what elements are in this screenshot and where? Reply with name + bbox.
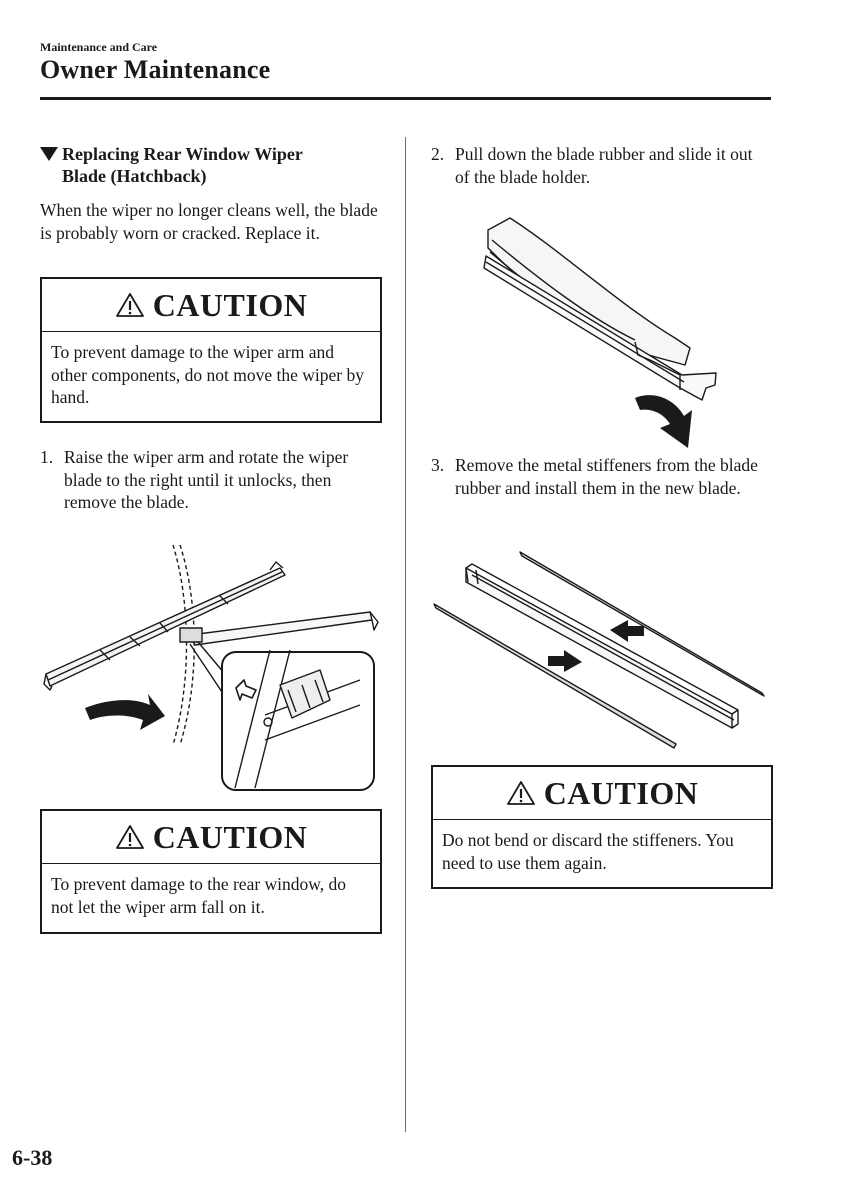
warning-triangle-icon	[115, 823, 145, 851]
step-text: Remove the metal stiffeners from the blade rubber and install them in the new blade.	[455, 455, 758, 498]
caution-title: CAUTION	[543, 774, 699, 811]
caution-box-window	[40, 809, 382, 934]
stiffeners-illustration	[432, 548, 772, 753]
caution-box-arm	[40, 277, 382, 423]
heading-line-1: Replacing Rear Window Wiper	[62, 144, 303, 164]
column-divider	[405, 137, 406, 1132]
step-number: 3.	[431, 455, 445, 475]
caution-header	[433, 767, 771, 820]
warning-triangle-icon	[506, 779, 536, 807]
subsection-heading	[40, 143, 380, 187]
down-triangle-icon	[40, 147, 58, 161]
direction-arrow-icon	[548, 650, 582, 672]
caution-text: Do not bend or discard the stiffeners. You need to use them again.	[442, 830, 734, 873]
caution-box-stiffeners	[431, 765, 773, 889]
blade-rubber-removal-illustration	[470, 210, 730, 455]
page-title: Owner Maintenance	[40, 55, 271, 84]
title-rule	[40, 97, 771, 100]
caution-header	[42, 279, 380, 332]
caution-header	[42, 811, 380, 864]
page-number: 6-38	[12, 1145, 53, 1170]
step-text: Raise the wiper arm and rotate the wiper blade to the right until it unlocks, then remove the blade.	[64, 447, 349, 512]
intro-paragraph: When the wiper no longer cleans well, the blade is probably worn or cracked. Replace it.	[40, 200, 378, 243]
step-2	[431, 143, 771, 188]
heading-line-2: Blade (Hatchback)	[62, 166, 207, 186]
section-label: Maintenance and Care	[40, 40, 158, 54]
step-text: Pull down the blade rubber and slide it out of the blade holder.	[455, 144, 753, 187]
caution-title: CAUTION	[152, 818, 308, 855]
direction-arrow-icon	[85, 694, 165, 730]
wiper-unlock-illustration	[40, 540, 380, 795]
step-3	[431, 454, 771, 499]
step-1	[40, 446, 385, 514]
step-number: 2.	[431, 144, 445, 164]
caution-text: To prevent damage to the wiper arm and other components, do not move the wiper by hand.	[51, 342, 364, 407]
warning-triangle-icon	[115, 291, 145, 319]
step-number: 1.	[40, 447, 54, 467]
caution-text: To prevent damage to the rear window, do not let the wiper arm fall on it.	[51, 874, 347, 917]
caution-title: CAUTION	[152, 286, 308, 323]
direction-arrow-icon	[635, 395, 692, 448]
